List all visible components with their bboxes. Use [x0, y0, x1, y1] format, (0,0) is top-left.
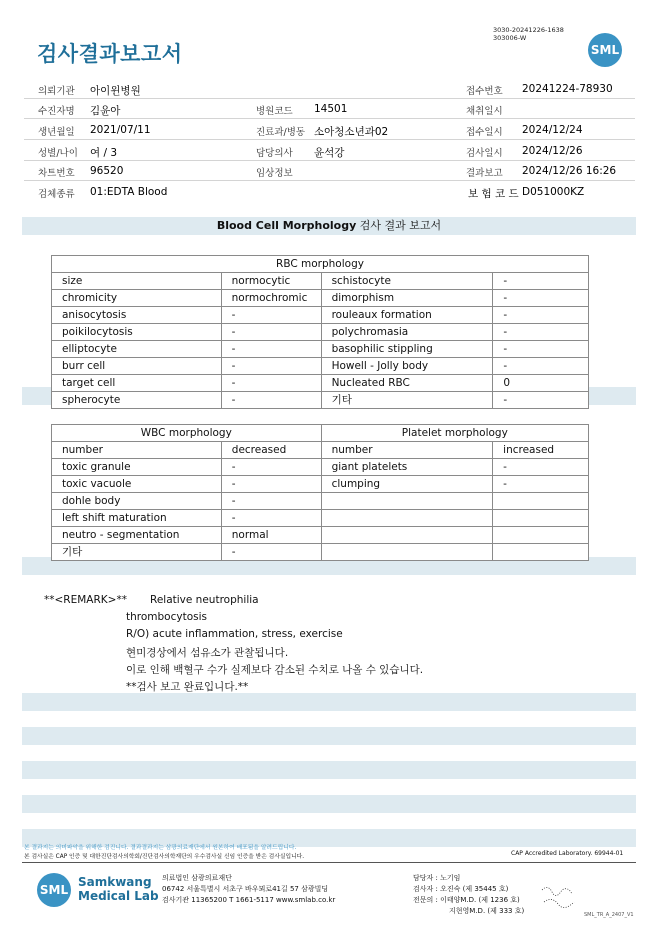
birth-label: 생년월일: [38, 127, 75, 138]
rbc-cell-rv: -: [493, 324, 589, 341]
department-value: 소아청소년과02: [314, 126, 389, 138]
rbc-cell-l: poikilocytosis: [52, 324, 222, 341]
rbc-cell-l: anisocytosis: [52, 307, 222, 324]
collection-date-label: 채취일시: [466, 106, 503, 117]
rbc-cell-r: Nucleated RBC: [321, 375, 493, 392]
rbc-cell-lv: -: [221, 392, 321, 409]
wbc-platelet-cell-r: [321, 510, 493, 527]
requesting-org-value: 아이윈병원: [90, 85, 141, 97]
rbc-cell-r: Howell - Jolly body: [321, 358, 493, 375]
band-row: [22, 761, 636, 779]
remark-label: **<REMARK>**: [44, 594, 127, 606]
header-row-4: [24, 141, 635, 161]
wbc-platelet-row: [52, 527, 589, 544]
wbc-platelet-row: [52, 476, 589, 493]
rbc-cell-l: spherocyte: [52, 392, 222, 409]
rbc-cell-r: dimorphism: [321, 290, 493, 307]
remark-line: 이로 인해 백혈구 수가 실제보다 감소된 수치로 나올 수 있습니다.: [126, 664, 424, 676]
specimen-value: 01:EDTA Blood: [90, 186, 168, 198]
rbc-header: RBC morphology: [52, 256, 589, 273]
rbc-row: [52, 341, 589, 358]
brand-line-1: Samkwang: [78, 875, 152, 889]
platelet-header: Platelet morphology: [321, 425, 588, 442]
wbc-platelet-cell-l: left shift maturation: [52, 510, 222, 527]
report-date-label: 결과보고: [466, 168, 503, 179]
staff-4-value: 지현영M.D. (제 333 호): [449, 907, 525, 915]
remark-line: R/O) acute inflammation, stress, exercise: [126, 628, 343, 640]
staff-1-label: 담당자 :: [413, 874, 438, 882]
band-row: [22, 795, 636, 813]
wbc-platelet-cell-l: 기타: [52, 544, 222, 561]
rbc-cell-rv: -: [493, 307, 589, 324]
chart-no-value: 96520: [90, 165, 124, 177]
rbc-row: [52, 307, 589, 324]
section-title: [22, 217, 636, 235]
rbc-cell-l: burr cell: [52, 358, 222, 375]
org-contact: 검사기관 11365200 T 1661-5117 www.smlab.co.kr: [162, 896, 336, 904]
staff-1-value: 노기임: [440, 874, 461, 882]
rbc-cell-l: elliptocyte: [52, 341, 222, 358]
rbc-cell-rv: -: [493, 290, 589, 307]
staff-2: [413, 884, 508, 894]
wbc-platelet-cell-l: toxic vacuole: [52, 476, 222, 493]
cap-accreditation: CAP Accredited Laboratory. 69944-01: [511, 850, 624, 857]
wbc-platelet-row: [52, 510, 589, 527]
wbc-platelet-cell-r: [321, 544, 493, 561]
rbc-row: [52, 375, 589, 392]
wbc-platelet-header-row: [52, 425, 589, 442]
wbc-platelet-cell-l: neutro - segmentation: [52, 527, 222, 544]
wbc-platelet-cell-lv: -: [221, 510, 321, 527]
rbc-cell-l: size: [52, 273, 222, 290]
wbc-platelet-row: [52, 544, 589, 561]
wbc-platelet-cell-lv: normal: [221, 527, 321, 544]
document-code-1: 3030-20241226-1638: [493, 26, 564, 34]
sml-logo-icon: SML: [588, 33, 622, 67]
footer-note-2: 본 검사실은 CAP 인증 및 대한진단검사의학회/진단검사의학재단의 우수검사실 신임 인증을 받은 검사실입니다.: [24, 854, 305, 860]
sex-age-value: 여 / 3: [90, 147, 118, 159]
reception-no-value: 20241224-78930: [522, 83, 613, 95]
hospital-code-value: 14501: [314, 103, 348, 115]
rbc-cell-lv: -: [221, 358, 321, 375]
brand-name: [78, 875, 159, 903]
specimen-label: 검체종류: [38, 189, 75, 200]
insurance-code-value: D051000KZ: [522, 186, 585, 198]
staff-3: [413, 895, 520, 905]
wbc-platelet-cell-r: number: [321, 442, 493, 459]
band-row: [22, 693, 636, 711]
rbc-cell-l: target cell: [52, 375, 222, 392]
patient-name-value: 김윤아: [90, 105, 121, 117]
rbc-row: [52, 290, 589, 307]
rbc-cell-r: polychromasia: [321, 324, 493, 341]
header-row-5: [24, 161, 635, 181]
insurance-code-label: 보 험 코 드: [468, 188, 519, 200]
wbc-platelet-cell-l: toxic granule: [52, 459, 222, 476]
wbc-platelet-cell-r: clumping: [321, 476, 493, 493]
hospital-code-label: 병원코드: [256, 106, 293, 117]
wbc-platelet-cell-rv: -: [493, 476, 589, 493]
rbc-cell-lv: -: [221, 324, 321, 341]
wbc-header: WBC morphology: [52, 425, 322, 442]
wbc-platelet-cell-l: dohle body: [52, 493, 222, 510]
wbc-platelet-cell-rv: -: [493, 459, 589, 476]
rbc-morphology-table: [51, 255, 589, 409]
clinical-info-label: 임상정보: [256, 168, 293, 179]
remark-line: 현미경상에서 섬유소가 관찰됩니다.: [126, 647, 289, 659]
patient-name-label: 수진자명: [38, 106, 75, 117]
rbc-row: [52, 273, 589, 290]
document-id: [493, 26, 564, 42]
reception-no-label: 접수번호: [466, 86, 503, 97]
wbc-platelet-cell-r: giant platelets: [321, 459, 493, 476]
report-date-value: 2024/12/26 16:26: [522, 165, 617, 177]
rbc-cell-lv: -: [221, 341, 321, 358]
staff-2-value: 오진숙 (제 35445 호): [440, 885, 509, 893]
signature-icon: [540, 880, 582, 910]
wbc-platelet-cell-rv: [493, 544, 589, 561]
rbc-header-row: [52, 256, 589, 273]
chart-no-label: 차트번호: [38, 168, 75, 179]
rbc-cell-rv: -: [493, 273, 589, 290]
footer-divider: [22, 862, 636, 863]
reception-date-label: 접수일시: [466, 127, 503, 138]
section-title-ko: 검사 결과 보고서: [356, 219, 442, 232]
rbc-cell-rv: -: [493, 358, 589, 375]
sml-logo-icon: SML: [37, 873, 71, 907]
wbc-platelet-row: [52, 493, 589, 510]
rbc-cell-l: chromicity: [52, 290, 222, 307]
sex-age-label: 성별/나이: [38, 148, 78, 159]
section-title-en: Blood Cell Morphology: [216, 219, 357, 232]
footer-note-1: 본 결과지는 의미파악을 위해한 검진니다. 결과결과지는 삼광의료재단에서 원본하여 배포됨을 알려드립니다.: [24, 845, 297, 851]
department-label: 진료과/병동: [256, 127, 306, 138]
report-title: 검사결과보고서: [37, 42, 183, 66]
wbc-platelet-cell-r: [321, 527, 493, 544]
wbc-platelet-cell-lv: -: [221, 459, 321, 476]
rbc-cell-r: basophilic stippling: [321, 341, 493, 358]
rbc-cell-rv: -: [493, 392, 589, 409]
wbc-platelet-cell-rv: [493, 510, 589, 527]
wbc-platelet-cell-lv: -: [221, 493, 321, 510]
test-date-label: 검사일시: [466, 148, 503, 159]
rbc-cell-rv: -: [493, 341, 589, 358]
rbc-row: [52, 392, 589, 409]
requesting-org-label: 의뢰기관: [38, 86, 75, 97]
rbc-cell-r: rouleaux formation: [321, 307, 493, 324]
rbc-cell-lv: normochromic: [221, 290, 321, 307]
rbc-cell-rv: 0: [493, 375, 589, 392]
rbc-cell-lv: -: [221, 375, 321, 392]
wbc-platelet-cell-l: number: [52, 442, 222, 459]
remark-line: Relative neutrophilia: [150, 594, 259, 606]
wbc-platelet-cell-r: [321, 493, 493, 510]
wbc-platelet-row: [52, 459, 589, 476]
staff-1: [413, 873, 460, 883]
wbc-platelet-morphology-table: [51, 424, 589, 561]
header-row-2: [24, 99, 635, 119]
remark-line: **검사 보고 완료입니다.**: [126, 681, 249, 693]
wbc-platelet-cell-rv: increased: [493, 442, 589, 459]
staff-2-label: 검사자 :: [413, 885, 438, 893]
rbc-cell-lv: -: [221, 307, 321, 324]
test-date-value: 2024/12/26: [522, 145, 583, 157]
header-row-6: [24, 182, 635, 202]
rbc-cell-lv: normocytic: [221, 273, 321, 290]
form-number: SML_TR_A_2407_V1: [584, 912, 634, 918]
document-code-2: 303006-W: [493, 34, 527, 42]
staff-3-label: 전문의 :: [413, 896, 438, 904]
wbc-platelet-cell-lv: -: [221, 476, 321, 493]
wbc-platelet-row: [52, 442, 589, 459]
reception-date-value: 2024/12/24: [522, 124, 583, 136]
band-row: [22, 727, 636, 745]
remark-line: thrombocytosis: [126, 611, 207, 623]
rbc-row: [52, 324, 589, 341]
header-row-1: [24, 79, 635, 99]
wbc-platelet-cell-lv: decreased: [221, 442, 321, 459]
org-address: 06742 서울특별시 서초구 바우뫼로41길 57 삼광빌딩: [162, 885, 329, 893]
rbc-cell-r: schistocyte: [321, 273, 493, 290]
rbc-row: [52, 358, 589, 375]
rbc-cell-r: 기타: [321, 392, 493, 409]
doctor-value: 윤석강: [314, 147, 345, 159]
wbc-platelet-cell-rv: [493, 493, 589, 510]
org-name: 의료법인 삼광의료재단: [162, 874, 232, 882]
header-row-3: [24, 120, 635, 140]
doctor-label: 담당의사: [256, 148, 293, 159]
brand-line-2: Medical Lab: [78, 889, 159, 903]
birth-value: 2021/07/11: [90, 124, 151, 136]
staff-3-value: 이태양M.D. (제 1236 호): [440, 896, 520, 904]
wbc-platelet-cell-rv: [493, 527, 589, 544]
wbc-platelet-cell-lv: -: [221, 544, 321, 561]
